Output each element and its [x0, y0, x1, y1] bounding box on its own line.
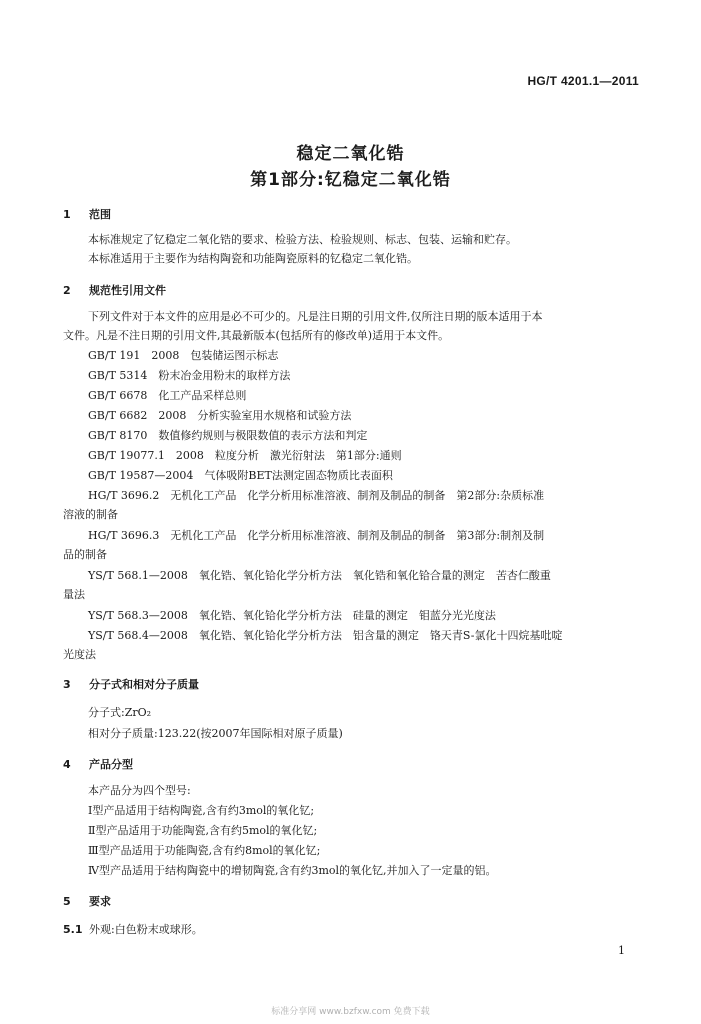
paragraph-line: 本标准适用于主要作为结构陶瓷和功能陶瓷原料的钇稳定二氧化锆。 — [88, 252, 418, 265]
paragraph-line: 文件。凡是不注日期的引用文件,其最新版本(包括所有的修改单)适用于本文件。 — [63, 329, 450, 342]
reference-item-continued: 溶液的制备 — [63, 508, 118, 521]
reference-item: YS/T 568.3—2008 氧化锆、氧化铪化学分析方法 硅量的测定 钼蓝分光光度法 — [88, 609, 496, 622]
reference-item: YS/T 568.4—2008 氧化锆、氧化铪化学分析方法 铝含量的测定 铬天青S-氯化十四烷基吡啶 — [88, 629, 563, 642]
reference-item-continued: 品的制备 — [63, 548, 107, 561]
paragraph-line: 下列文件对于本文件的应用是必不可少的。凡是注日期的引用文件,仅所注日期的版本适用于本 — [88, 310, 543, 323]
reference-item: GB/T 19587—2004 气体吸附BET法测定固态物质比表面积 — [88, 469, 393, 482]
section-number: 1 — [63, 208, 71, 221]
standard-code: HG/T 4201.1—2011 — [527, 74, 639, 88]
section-2-heading — [63, 282, 166, 298]
section-number: 2 — [63, 284, 71, 297]
subsection-number: 5.1 — [63, 923, 83, 936]
section-5-heading — [63, 893, 111, 909]
page-number: 1 — [618, 944, 625, 957]
section-title: 产品分型 — [89, 758, 133, 771]
reference-item: HG/T 3696.3 无机化工产品 化学分析用标准溶液、制剂及制品的制备 第3部分:制剂及制 — [88, 529, 545, 542]
section-title: 规范性引用文件 — [89, 284, 166, 297]
section-title: 要求 — [89, 895, 111, 908]
subsection-text: 外观:白色粉末或球形。 — [89, 923, 203, 936]
document-title: 稳定二氧化锆 — [296, 144, 405, 164]
reference-item: GB/T 6682 2008 分析实验室用水规格和试验方法 — [88, 409, 352, 422]
watermark: 标准分享网 www.bzfxw.com 免费下载 — [271, 1007, 430, 1017]
molecular-mass: 相对分子质量:123.22(按2007年国际相对原子质量) — [88, 727, 343, 740]
product-type-item: Ⅱ型产品适用于功能陶瓷,含有约5mol的氧化钇; — [88, 824, 318, 837]
document-part-title: 第1部分:钇稳定二氧化锆 — [250, 170, 451, 190]
molecular-formula: 分子式:ZrO₂ — [88, 706, 152, 719]
section-number: 5 — [63, 895, 71, 908]
reference-item-continued: 量法 — [63, 588, 85, 601]
reference-item: GB/T 8170 数值修约规则与极限数值的表示方法和判定 — [88, 429, 368, 442]
section-4-heading — [63, 756, 133, 772]
section-3-heading — [63, 676, 199, 692]
reference-item: YS/T 568.1—2008 氧化锆、氧化铪化学分析方法 氧化锆和氧化铪合量的测定 苦杏仁酸重 — [88, 569, 551, 582]
product-type-item: Ⅲ型产品适用于功能陶瓷,含有约8mol的氧化钇; — [88, 844, 321, 857]
paragraph-line: 本产品分为四个型号: — [88, 784, 191, 797]
reference-item: GB/T 19077.1 2008 粒度分析 激光衍射法 第1部分:通则 — [88, 449, 402, 462]
subsection-5-1 — [63, 921, 203, 937]
section-title: 范围 — [89, 208, 111, 221]
reference-item: GB/T 5314 粉末冶金用粉末的取样方法 — [88, 369, 291, 382]
reference-item: GB/T 191 2008 包装储运图示标志 — [88, 349, 279, 362]
reference-item: GB/T 6678 化工产品采样总则 — [88, 389, 247, 402]
paragraph-line: 本标准规定了钇稳定二氧化锆的要求、检验方法、检验规则、标志、包装、运输和贮存。 — [88, 233, 517, 246]
section-1-heading — [63, 206, 111, 222]
reference-item-continued: 光度法 — [63, 648, 96, 661]
reference-item: HG/T 3696.2 无机化工产品 化学分析用标准溶液、制剂及制品的制备 第2部分:杂质标准 — [88, 489, 545, 502]
section-number: 3 — [63, 678, 71, 691]
section-title: 分子式和相对分子质量 — [89, 678, 199, 691]
section-number: 4 — [63, 758, 71, 771]
product-type-item: Ⅰ型产品适用于结构陶瓷,含有约3mol的氧化钇; — [88, 804, 315, 817]
product-type-item: Ⅳ型产品适用于结构陶瓷中的增韧陶瓷,含有约3mol的氧化钇,并加入了一定量的铝。 — [88, 864, 497, 877]
